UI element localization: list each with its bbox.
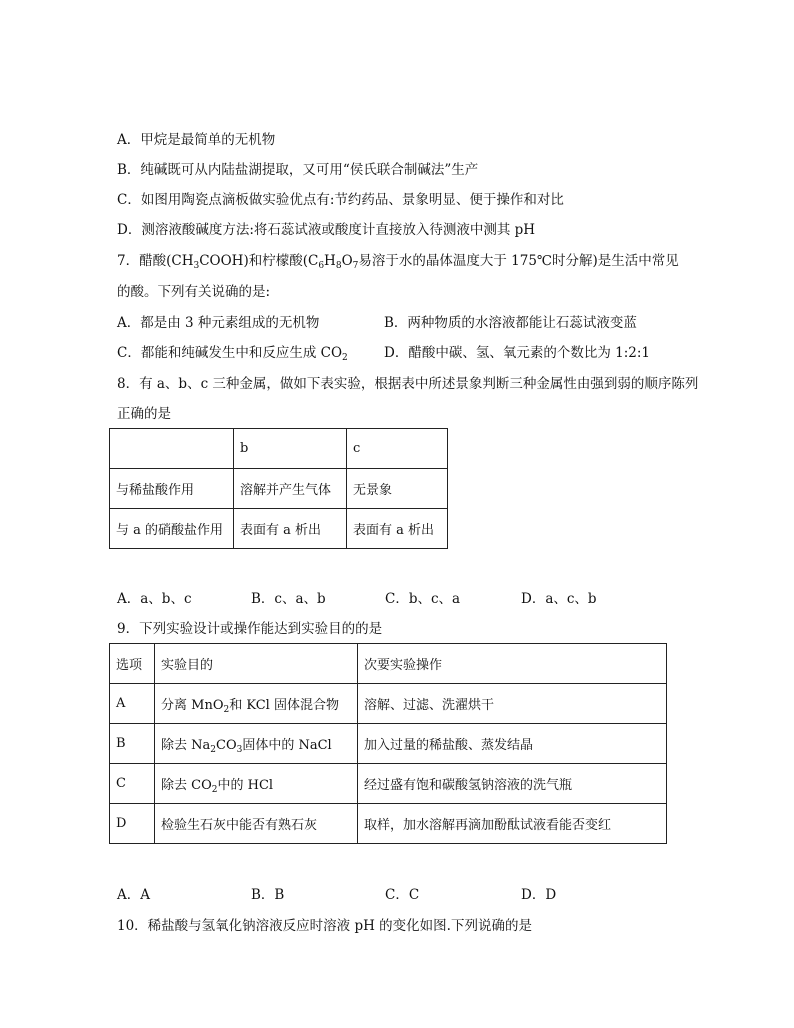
table-cell: D — [110, 804, 155, 844]
table-cell: 取样，加水溶解再滴加酚酞试液看能否变红 — [358, 804, 667, 844]
q8-stem: 8．有 a、b、c 三种金属，做如下表实验，根据表中所述景象判断三种金属性由强到弱的顺序陈列 — [117, 376, 699, 392]
q8-option-d: D．a、c、b — [521, 591, 597, 607]
table-cell: C — [110, 764, 155, 804]
table-header-row — [110, 429, 448, 469]
table-cell: 除去 $CO_2$中的 HCl — [155, 764, 358, 804]
q9-option-c: C．C — [385, 887, 420, 903]
table-cell: 表面有 a 析出 — [347, 509, 448, 549]
table-cell: 溶解、过滤、洗濯烘干 — [358, 684, 667, 724]
table-row — [110, 764, 667, 804]
q7-stem-line2: 的酸。下列有关说确的是: — [117, 284, 271, 300]
q9-stem: 9．下列实验设计或操作能达到实验目的的是 — [117, 621, 383, 637]
table-row — [110, 684, 667, 724]
q9-table — [109, 643, 667, 844]
table-cell: 分离 MnO$_2$和 KCl 固体混合物 — [155, 684, 358, 724]
q10-stem: 10．稀盐酸与氢氧化钠溶液反应时溶液 pH 的变化如图.下列说确的是 — [117, 918, 532, 934]
q9-option-d: D．D — [521, 887, 557, 903]
table-cell: 溶解并产生气体 — [234, 469, 347, 509]
table-cell: 与稀盐酸作用 — [110, 469, 234, 509]
table-cell: 检验生石灰中能否有熟石灰 — [155, 804, 358, 844]
table-row — [110, 509, 448, 549]
q8-option-a: A．a、b、c — [117, 591, 192, 607]
q8-option-c: C．b、c、a — [385, 591, 461, 607]
q7-option-a: A．都是由 3 种元素组成的无机物 — [117, 315, 320, 331]
q6-option-a: A．甲烷是最简单的无机物 — [117, 132, 276, 148]
q6-option-d: D．测溶液酸碱度方法:将石蕊试液或酸度计直接放入待测液中测其 pH — [117, 222, 536, 238]
table-cell — [110, 429, 234, 469]
q8-stem-line2: 正确的是 — [117, 406, 171, 422]
table-cell: 选项 — [110, 644, 155, 684]
q7-option-b: B．两种物质的水溶液都能让石蕊试液变蓝 — [384, 315, 637, 331]
table-header-row — [110, 644, 667, 684]
table-row — [110, 804, 667, 844]
q7-option-d: D．醋酸中碳、氢、氧元素的个数比为 1:2:1 — [384, 345, 650, 361]
table-cell: c — [347, 429, 448, 469]
q8-table — [109, 428, 448, 549]
table-cell: 无景象 — [347, 469, 448, 509]
table-cell: 加入过量的稀盐酸、蒸发结晶 — [358, 724, 667, 764]
q6-option-b: B．纯碱既可从内陆盐湖提取，又可用“侯氏联合制碱法”生产 — [117, 162, 479, 178]
table-cell: A — [110, 684, 155, 724]
q8-option-b: B．c、a、b — [251, 591, 326, 607]
table-cell: B — [110, 724, 155, 764]
q9-option-b: B．B — [251, 887, 285, 903]
q9-option-a: A．A — [117, 887, 150, 903]
table-row — [110, 724, 667, 764]
table-cell: 经过盛有饱和碳酸氢钠溶液的洗气瓶 — [358, 764, 667, 804]
q6-option-c: C．如图用陶瓷点滴板做实验优点有:节约药品、景象明显、便于操作和对比 — [117, 192, 564, 208]
q7-stem: 7．醋酸$(CH_3COOH)$和柠檬酸($C_6H_8O_7$易溶于水的晶体温度大于 175℃时分解)是生活中常见 — [117, 253, 679, 271]
table-cell: 除去 $Na_2CO_3$固体中的 NaCl — [155, 724, 358, 764]
q7-option-c: C．都能和纯碱发生中和反应生成 $CO_2$ — [117, 345, 348, 363]
table-cell: 与 a 的硝酸盐作用 — [110, 509, 234, 549]
table-cell: 次要实验操作 — [358, 644, 667, 684]
table-cell: 表面有 a 析出 — [234, 509, 347, 549]
table-cell: 实验目的 — [155, 644, 358, 684]
table-row — [110, 469, 448, 509]
table-cell: b — [234, 429, 347, 469]
